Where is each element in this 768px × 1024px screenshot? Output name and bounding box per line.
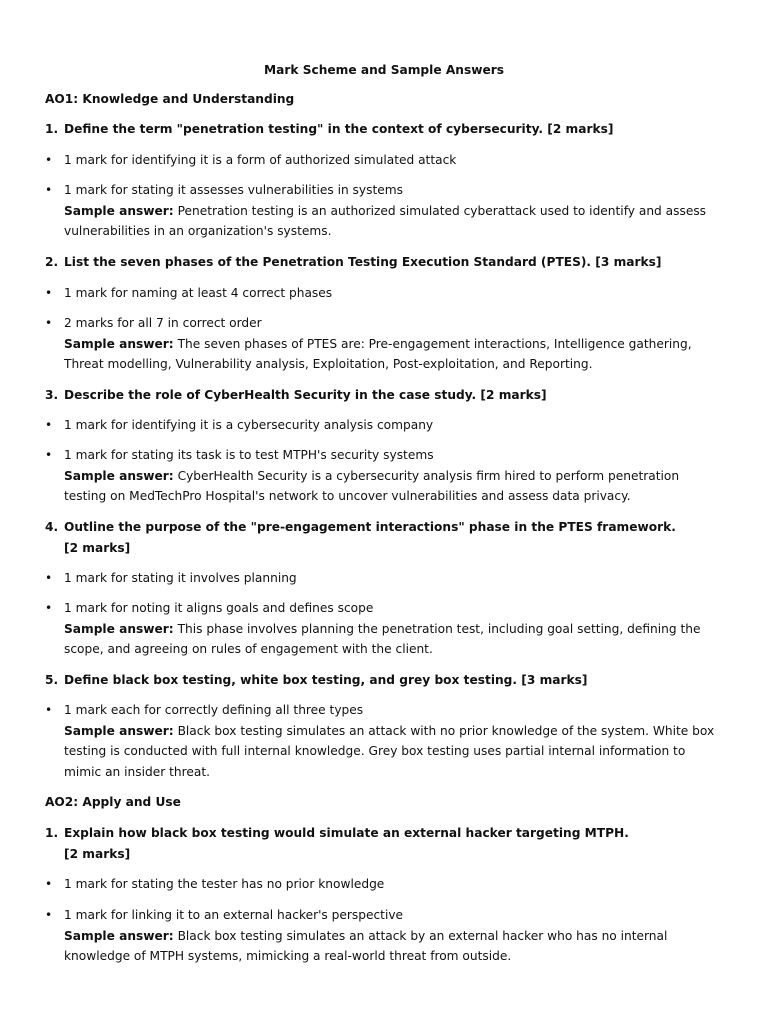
mark-criterion (45, 700, 725, 782)
bullet-icon: • (45, 703, 53, 717)
sample-answer-text: This phase involves planning the penetration test, including goal setting, defining the scope, and agreeing on rules of engagement with the client. (64, 621, 701, 657)
question-text: Define black box testing, white box testing, and grey box testing. [3 marks] (64, 673, 588, 687)
sample-answer-text: CyberHealth Security is a cybersecurity analysis firm hired to perform penetration testing on MedTechPro Hospital's network to uncover vulnerabilities and assess data privacy. (64, 468, 680, 504)
sample-answer (64, 466, 725, 507)
question-number: 2. (45, 255, 59, 269)
mark-criterion (45, 598, 725, 660)
question-3 (45, 385, 725, 406)
criterion-text: 1 mark for naming at least 4 correct phases (64, 286, 333, 300)
bullet-icon: • (45, 286, 53, 300)
bullet-icon: • (45, 908, 53, 922)
question-number: 1. (45, 826, 59, 840)
sample-answer (64, 721, 725, 783)
mark-criterion (45, 150, 725, 171)
question-4 (45, 517, 725, 558)
bullet-icon: • (45, 183, 53, 197)
question-marks: [2 marks] (64, 540, 131, 555)
mark-criterion (45, 415, 725, 436)
sample-answer (64, 926, 725, 967)
question-5 (45, 670, 725, 691)
mark-criterion (45, 874, 725, 895)
criterion-text: 1 mark for stating the tester has no prior knowledge (64, 877, 385, 891)
document-title: Mark Scheme and Sample Answers (264, 63, 504, 77)
question-number: 1. (45, 122, 59, 136)
question-text: Describe the role of CyberHealth Security in the case study. [2 marks] (64, 388, 547, 402)
criterion-text: 1 mark for stating it assesses vulnerabilities in systems (64, 183, 403, 197)
question-2 (45, 252, 725, 273)
bullet-icon: • (45, 877, 53, 891)
criterion-text: 1 mark each for correctly defining all three types (64, 703, 364, 717)
sample-answer-text: Black box testing simulates an attack with no prior knowledge of the system. White box testing is conducted with full internal knowledge. Grey box testing uses partial internal information to mimic an insider threat. (64, 723, 715, 779)
question-number: 4. (45, 520, 59, 534)
question-text: List the seven phases of the Penetration Testing Execution Standard (PTES). [3 marks] (64, 255, 662, 269)
criterion-text: 1 mark for identifying it is a form of authorized simulated attack (64, 153, 457, 167)
mark-criterion (45, 568, 725, 589)
question-number: 5. (45, 673, 59, 687)
mark-criterion (45, 313, 725, 375)
section-heading-ao1: AO1: Knowledge and Understanding (45, 92, 295, 106)
sample-answer-text: The seven phases of PTES are: Pre-engagement interactions, Intelligence gathering, Threat modelling, Vulnerability analysis, Exploitation, Post-exploitation, and Reporting. (64, 336, 692, 372)
sample-answer-label: Sample answer: (64, 723, 174, 738)
criterion-text: 1 mark for stating its task is to test MTPH's security systems (64, 448, 434, 462)
section-heading-ao2: AO2: Apply and Use (45, 795, 181, 809)
mark-criterion (45, 283, 725, 304)
question-text: Define the term "penetration testing" in the context of cybersecurity. [2 marks] (64, 122, 614, 136)
bullet-icon: • (45, 418, 53, 432)
question-text: Outline the purpose of the "pre-engagement interactions" phase in the PTES framework. (64, 520, 676, 534)
question-marks: [2 marks] (64, 846, 131, 861)
mark-criterion (45, 445, 725, 507)
sample-answer-label: Sample answer: (64, 336, 174, 351)
sample-answer-label: Sample answer: (64, 621, 174, 636)
bullet-icon: • (45, 601, 53, 615)
criterion-text: 1 mark for stating it involves planning (64, 571, 297, 585)
mark-criterion (45, 180, 725, 242)
sample-answer-label: Sample answer: (64, 203, 174, 218)
question-1 (45, 119, 725, 140)
criterion-text: 2 marks for all 7 in correct order (64, 316, 262, 330)
criterion-text: 1 mark for identifying it is a cybersecurity analysis company (64, 418, 434, 432)
sample-answer-label: Sample answer: (64, 468, 174, 483)
sample-answer-text: Black box testing simulates an attack by an external hacker who has no internal knowledge of MTPH systems, mimicking a real-world threat from outside. (64, 928, 668, 964)
bullet-icon: • (45, 316, 53, 330)
sample-answer (64, 201, 725, 242)
sample-answer-text: Penetration testing is an authorized simulated cyberattack used to identify and assess vulnerabilities in an organization's systems. (64, 203, 707, 239)
sample-answer (64, 619, 725, 660)
criterion-text: 1 mark for noting it aligns goals and defines scope (64, 601, 374, 615)
question-text: Explain how black box testing would simulate an external hacker targeting MTPH. (64, 826, 629, 840)
sample-answer (64, 334, 725, 375)
bullet-icon: • (45, 571, 53, 585)
bullet-icon: • (45, 153, 53, 167)
question-1 (45, 823, 725, 864)
criterion-text: 1 mark for linking it to an external hacker's perspective (64, 908, 404, 922)
sample-answer-label: Sample answer: (64, 928, 174, 943)
question-number: 3. (45, 388, 59, 402)
mark-criterion (45, 905, 725, 967)
bullet-icon: • (45, 448, 53, 462)
